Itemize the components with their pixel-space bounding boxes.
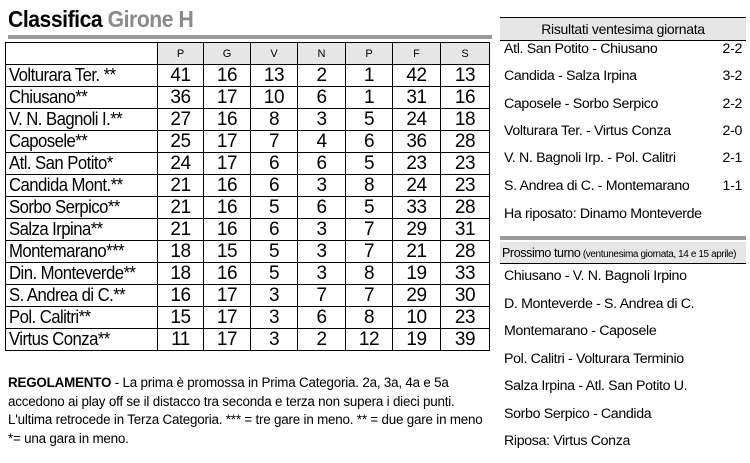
cell-lost: 8 bbox=[346, 263, 393, 285]
cell-goals-against: 23 bbox=[441, 175, 490, 197]
title-sub: Girone H bbox=[107, 6, 194, 32]
cell-points: 18 bbox=[158, 263, 204, 285]
cell-points: 24 bbox=[158, 153, 204, 175]
cell-drawn: 6 bbox=[298, 153, 346, 175]
cell-points: 21 bbox=[158, 175, 204, 197]
cell-points: 18 bbox=[158, 241, 204, 263]
table-row bbox=[6, 197, 490, 219]
cell-goals-for: 24 bbox=[393, 175, 441, 197]
team-name bbox=[6, 219, 158, 241]
match-name: Volturara Ter. - Virtus Conza bbox=[504, 122, 671, 139]
cell-points: 16 bbox=[158, 285, 204, 307]
match-name: V. N. Bagnoli Irp. - Pol. Calitri bbox=[504, 150, 676, 167]
match-score: 2-1 bbox=[722, 150, 742, 167]
cell-played: 17 bbox=[204, 87, 251, 109]
match-score: 2-2 bbox=[722, 95, 742, 112]
cell-drawn: 4 bbox=[298, 131, 346, 153]
header-team bbox=[6, 43, 158, 65]
cell-drawn: 6 bbox=[298, 307, 346, 329]
team-name-text: Montemarano*** bbox=[9, 241, 125, 261]
team-name-text: Volturara Ter. ** bbox=[9, 65, 116, 85]
table-row bbox=[6, 153, 490, 175]
cell-lost: 8 bbox=[346, 307, 393, 329]
match-name: Candida - Salza Irpina bbox=[504, 68, 637, 85]
table-row bbox=[6, 65, 490, 87]
team-name bbox=[6, 241, 158, 263]
cell-goals-against: 23 bbox=[441, 307, 490, 329]
team-name bbox=[6, 285, 158, 307]
cell-played: 16 bbox=[204, 65, 251, 87]
cell-won: 6 bbox=[251, 175, 298, 197]
team-name-text: Salza Irpina** bbox=[9, 219, 103, 239]
header-goals-against: S bbox=[441, 43, 490, 65]
cell-lost: 5 bbox=[346, 109, 393, 131]
cell-goals-against: 33 bbox=[441, 263, 490, 285]
fixture-row: Salza Irpina - Atl. San Potito U. bbox=[504, 378, 688, 394]
cell-points: 21 bbox=[158, 219, 204, 241]
header-played: G bbox=[204, 43, 251, 65]
rules-note bbox=[8, 374, 492, 449]
cell-played: 17 bbox=[204, 329, 251, 351]
result-row bbox=[504, 178, 742, 198]
team-name bbox=[6, 197, 158, 219]
header-won: V bbox=[251, 43, 298, 65]
cell-drawn: 3 bbox=[298, 241, 346, 263]
cell-goals-against: 28 bbox=[441, 131, 490, 153]
cell-lost: 7 bbox=[346, 285, 393, 307]
cell-goals-for: 33 bbox=[393, 197, 441, 219]
team-name-text: Candida Mont.** bbox=[9, 175, 123, 195]
cell-goals-against: 28 bbox=[441, 241, 490, 263]
cell-goals-against: 28 bbox=[441, 197, 490, 219]
result-row bbox=[504, 41, 742, 61]
cell-goals-against: 16 bbox=[441, 87, 490, 109]
cell-lost: 8 bbox=[346, 175, 393, 197]
cell-points: 11 bbox=[158, 329, 204, 351]
cell-goals-against: 31 bbox=[441, 219, 490, 241]
match-name: Atl. San Potito - Chiusano bbox=[504, 41, 658, 57]
table-row bbox=[6, 109, 490, 131]
table-row bbox=[6, 131, 490, 153]
cell-drawn: 6 bbox=[298, 197, 346, 219]
team-name-text: Pol. Calitri** bbox=[9, 307, 91, 327]
fixture-row: Sorbo Serpico - Candida bbox=[504, 405, 652, 422]
team-name bbox=[6, 175, 158, 197]
cell-goals-for: 10 bbox=[393, 307, 441, 329]
page-title bbox=[8, 6, 193, 33]
cell-goals-for: 21 bbox=[393, 241, 441, 263]
team-name-text: S. Andrea di C.** bbox=[9, 285, 126, 305]
result-row bbox=[504, 123, 742, 143]
rest-note: Ha riposato: Dinamo Monteverde bbox=[504, 206, 702, 222]
cell-drawn: 2 bbox=[298, 65, 346, 87]
cell-played: 16 bbox=[204, 197, 251, 219]
cell-played: 17 bbox=[204, 285, 251, 307]
cell-played: 17 bbox=[204, 131, 251, 153]
match-score: 3-2 bbox=[722, 68, 742, 85]
table-row bbox=[6, 87, 490, 109]
table-row bbox=[6, 329, 490, 351]
header-drawn: N bbox=[298, 43, 346, 65]
fixture-row: Montemarano - Caposele bbox=[504, 323, 657, 339]
standings-table bbox=[5, 42, 490, 351]
cell-lost: 5 bbox=[346, 197, 393, 219]
match-name: S. Andrea di C. - Montemarano bbox=[504, 177, 690, 194]
cell-goals-against: 30 bbox=[441, 285, 490, 307]
cell-goals-for: 24 bbox=[393, 109, 441, 131]
result-row bbox=[504, 96, 742, 116]
cell-lost: 1 bbox=[346, 87, 393, 109]
header-lost: P bbox=[346, 43, 393, 65]
cell-goals-for: 19 bbox=[393, 329, 441, 351]
cell-drawn: 3 bbox=[298, 175, 346, 197]
team-name bbox=[6, 263, 158, 285]
cell-points: 41 bbox=[158, 65, 204, 87]
cell-won: 3 bbox=[251, 329, 298, 351]
table-row bbox=[6, 175, 490, 197]
result-row bbox=[504, 150, 742, 170]
cell-lost: 1 bbox=[346, 65, 393, 87]
fixture-row: Riposa: Virtus Conza bbox=[504, 433, 631, 449]
team-name bbox=[6, 307, 158, 329]
cell-played: 15 bbox=[204, 241, 251, 263]
cell-goals-for: 36 bbox=[393, 131, 441, 153]
cell-played: 16 bbox=[204, 263, 251, 285]
cell-won: 5 bbox=[251, 241, 298, 263]
team-name-text: Din. Monteverde** bbox=[9, 263, 136, 283]
cell-goals-for: 42 bbox=[393, 65, 441, 87]
cell-played: 17 bbox=[204, 307, 251, 329]
cell-drawn: 3 bbox=[298, 109, 346, 131]
cell-goals-against: 18 bbox=[441, 109, 490, 131]
cell-goals-for: 23 bbox=[393, 153, 441, 175]
match-name: Caposele - Sorbo Serpico bbox=[504, 95, 659, 112]
cell-goals-for: 29 bbox=[393, 285, 441, 307]
team-name-text: V. N. Bagnoli I.** bbox=[9, 109, 123, 129]
cell-goals-against: 13 bbox=[441, 65, 490, 87]
cell-points: 36 bbox=[158, 87, 204, 109]
cell-goals-for: 19 bbox=[393, 263, 441, 285]
title-divider bbox=[8, 35, 492, 39]
rules-heading: REGOLAMENTO bbox=[8, 375, 112, 390]
header-points: P bbox=[158, 43, 204, 65]
match-score: 2-2 bbox=[722, 41, 742, 57]
team-name bbox=[6, 131, 158, 153]
team-name-text: Virtus Conza** bbox=[9, 329, 110, 349]
table-row bbox=[6, 263, 490, 285]
team-name-text: Atl. San Potito* bbox=[9, 153, 113, 173]
cell-lost: 5 bbox=[346, 153, 393, 175]
cell-goals-against: 23 bbox=[441, 153, 490, 175]
team-name bbox=[6, 87, 158, 109]
team-name-text: Caposele** bbox=[9, 131, 88, 151]
rules-text: - La prima è promossa in Prima Categoria. 2a, 3a, 4a e 5a accedono ai play off se il distacco tra seconda e terza non supera i dieci punti. L'ultima retrocede in Terza Categoria. *** = tre gare in meno. ** = due gare in meno *= una gara in meno. bbox=[8, 375, 483, 447]
cell-goals-for: 31 bbox=[393, 87, 441, 109]
cell-drawn: 6 bbox=[298, 87, 346, 109]
fixture-row: D. Monteverde - S. Andrea di C. bbox=[504, 295, 695, 312]
team-name bbox=[6, 153, 158, 175]
table-row bbox=[6, 241, 490, 263]
team-name bbox=[6, 109, 158, 131]
team-name bbox=[6, 329, 158, 351]
cell-points: 25 bbox=[158, 131, 204, 153]
next-round-detail: (ventunesima giornata, 14 e 15 aprile) bbox=[580, 249, 737, 260]
cell-drawn: 2 bbox=[298, 329, 346, 351]
next-round-header bbox=[500, 242, 746, 264]
cell-drawn: 3 bbox=[298, 219, 346, 241]
match-score: 1-1 bbox=[722, 177, 742, 194]
next-round-title: Prossimo turno bbox=[502, 246, 581, 260]
table-row bbox=[6, 307, 490, 329]
fixture-row: Chiusano - V. N. Bagnoli Irpino bbox=[504, 268, 687, 284]
team-name-text: Chiusano** bbox=[9, 87, 88, 107]
cell-goals-against: 39 bbox=[441, 329, 490, 351]
cell-drawn: 7 bbox=[298, 285, 346, 307]
cell-won: 7 bbox=[251, 131, 298, 153]
table-row bbox=[6, 219, 490, 241]
cell-won: 5 bbox=[251, 263, 298, 285]
team-name bbox=[6, 65, 158, 87]
team-name-text: Sorbo Serpico** bbox=[9, 197, 120, 217]
fixture-row: Pol. Calitri - Volturara Terminio bbox=[504, 350, 684, 367]
cell-played: 16 bbox=[204, 109, 251, 131]
result-row bbox=[504, 68, 742, 88]
title-main: Classifica bbox=[8, 6, 103, 32]
cell-points: 21 bbox=[158, 197, 204, 219]
cell-played: 16 bbox=[204, 219, 251, 241]
section-divider bbox=[500, 236, 746, 240]
cell-lost: 12 bbox=[346, 329, 393, 351]
cell-won: 3 bbox=[251, 285, 298, 307]
cell-lost: 7 bbox=[346, 241, 393, 263]
cell-won: 6 bbox=[251, 153, 298, 175]
cell-lost: 6 bbox=[346, 131, 393, 153]
match-score: 2-0 bbox=[722, 122, 742, 139]
cell-won: 5 bbox=[251, 197, 298, 219]
results-header: Risultati ventesima giornata bbox=[500, 17, 746, 41]
cell-points: 27 bbox=[158, 109, 204, 131]
cell-points: 15 bbox=[158, 307, 204, 329]
cell-won: 10 bbox=[251, 87, 298, 109]
cell-won: 8 bbox=[251, 109, 298, 131]
standings-header-row bbox=[6, 43, 490, 65]
cell-played: 17 bbox=[204, 153, 251, 175]
table-row bbox=[6, 285, 490, 307]
header-goals-for: F bbox=[393, 43, 441, 65]
cell-won: 3 bbox=[251, 307, 298, 329]
cell-drawn: 3 bbox=[298, 263, 346, 285]
cell-played: 16 bbox=[204, 175, 251, 197]
cell-lost: 7 bbox=[346, 219, 393, 241]
cell-won: 13 bbox=[251, 65, 298, 87]
cell-goals-for: 29 bbox=[393, 219, 441, 241]
cell-won: 6 bbox=[251, 219, 298, 241]
